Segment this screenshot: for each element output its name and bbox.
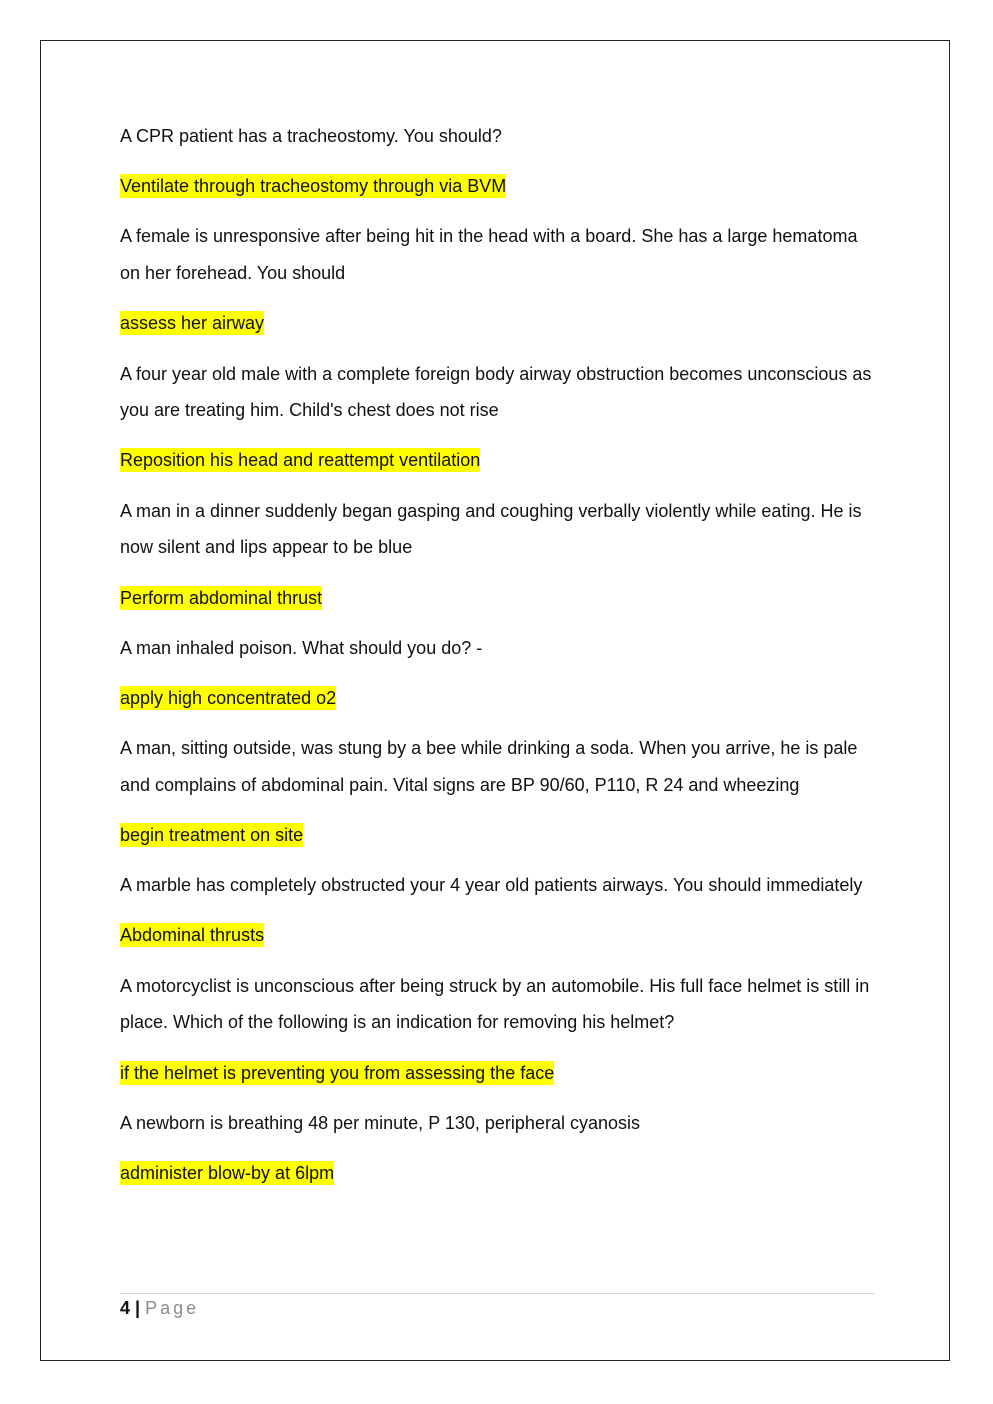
page-footer — [120, 1297, 199, 1319]
answer-highlight: Reposition his head and reattempt ventilation — [120, 450, 481, 471]
answer-text — [120, 680, 875, 717]
answer-highlight: Abdominal thrusts — [120, 925, 265, 946]
question-text: A CPR patient has a tracheostomy. You should? — [120, 126, 502, 146]
answer-text — [120, 1155, 875, 1192]
answer-highlight: apply high concentrated o2 — [120, 687, 337, 708]
answer-text — [120, 917, 875, 954]
answer-highlight: administer blow-by at 6lpm — [120, 1162, 335, 1183]
page-number: 4 — [120, 1298, 131, 1318]
answer-highlight: Ventilate through tracheostomy through via BVM — [120, 176, 507, 197]
answer-highlight: if the helmet is preventing you from assessing the face — [120, 1062, 555, 1083]
answer-highlight: assess her airway — [120, 313, 265, 334]
answer-highlight: Perform abdominal thrust — [120, 587, 323, 608]
answer-text — [120, 168, 875, 205]
question-text: A female is unresponsive after being hit in the head with a board. She has a large hematoma on her forehead. You should — [120, 226, 858, 284]
question-text: A newborn is breathing 48 per minute, P 130, peripheral cyanosis — [120, 1112, 640, 1133]
footer-separator: | — [135, 1298, 141, 1318]
answer-text — [120, 305, 875, 342]
answer-highlight: begin treatment on site — [120, 825, 304, 846]
question-text: A man inhaled poison. What should you do? - — [120, 637, 483, 658]
page-label: Page — [145, 1298, 200, 1318]
question-text: A motorcyclist is unconscious after being struck by an automobile. His full face helmet is still in place. Which of the following is an indication for removing his helmet? — [120, 975, 870, 1033]
footer-divider — [120, 1293, 875, 1294]
answer-text — [120, 817, 875, 854]
answer-text — [120, 1055, 875, 1092]
question-text: A man in a dinner suddenly began gasping and coughing verbally violently while eating. He is now silent and lips appear to be blue — [120, 500, 862, 558]
question-text: A man, sitting outside, was stung by a bee while drinking a soda. When you arrive, he is pale and complains of abdominal pain. Vital signs are BP 90/60, P110, R 24 and wheezing — [120, 738, 858, 795]
question-text: A marble has completely obstructed your 4 year old patients airways. You should immediately — [120, 875, 863, 896]
answer-text — [120, 442, 875, 479]
answer-text — [120, 580, 875, 617]
document-body — [120, 118, 875, 1205]
question-text: A four year old male with a complete foreign body airway obstruction becomes unconscious as you are treating him. Child's chest does not rise — [120, 363, 872, 421]
